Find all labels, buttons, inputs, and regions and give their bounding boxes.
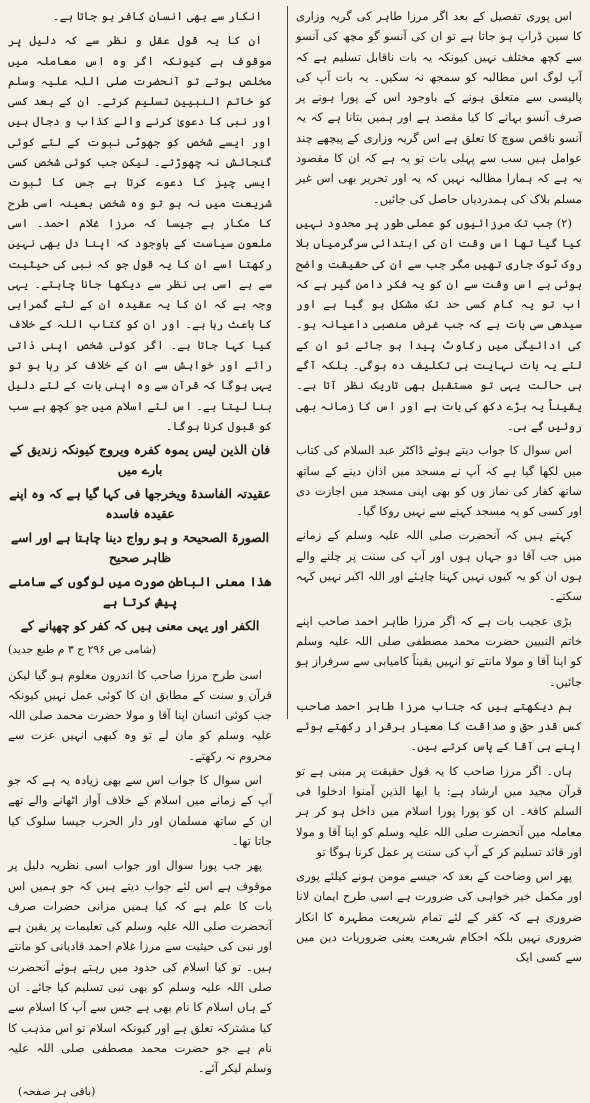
continued-note: (باقی ہر صفحہ) <box>18 1085 96 1099</box>
right-paragraph: کہتے ہیں کہ آنحضرت صلی اللہ علیہ وسلم کے زمانے میں جب آقا دو جہاں ہوں اور آپ کی سنت پر چلنے والے ہوں ان کو یہ کیوں نہیں کہنا چاہئے اور اللہ اکبر نہیں کہہ سکتے۔ <box>296 528 582 604</box>
right-paragraph: (۲) جب تک مرزائیوں کو عملی طور پر محدود نہیں کیا گیا تھا اس وقت ان کی ابتدائی سرگرمیاں بلا روک ٹوک جاری تھیں مگر جب سے ان کی حقیقت واضح ہوئی ہے اس وقت سے ان کو یہ فکر دامن گیر ہے کہ اب تو یہ کام کسی حد تک مشکل ہو گیا ہے اور سیدھی سی بات ہے کہ جب غرض منصبی داعیانہ ہو۔ کی ادائیگی میں رکاوٹ پیدا ہو جائے تو ان کے لئے یہ بات نہایت ہی تکلیف دہ ہوگی۔ بلکہ آگے ہی حالت یہی تو مستقبل بھی تاریک نظر آتا ہے۔ یقیناً یہ بڑے دکھ کی بات ہے اور اس کا زمانہ بھی روئیں گے ہی۔ <box>296 215 582 433</box>
left-paragraph: پھر جب پورا سوال اور جواب اسی نظریہ دلیل پر موقوف ہے اس لئے جواب دیتے ہیں کہ جو ہمیں اس بات کا علم ہے کہ کیا ہمیں مزانی حضرات صرف آنحضرت صلی اللہ علیہ وسلم کی تعلیمات پر یقین ہے اور نبی کی حیثیت سے مرزا غلام احمد قادیانی کو مانتے ہیں۔ تو کیا اسلام کی حدود میں رہتے ہوئے آنحضرت صلی اللہ علیہ وسلم کو بھی نبی تسلیم کیا جائے۔ ان کے ہاں اسلام کا نام بھی ہے جس سے آپ کا اسلام سے کیا مشترکہ تعلق ہے اور کیونکہ اسلام تو اس مذہب کا نام ہے جو حضرت محمد مصطفی صلی اللہ علیہ وسلم لیکر آئے۔ <box>8 858 272 1076</box>
right-column <box>290 6 582 965</box>
arabic-line: فان الذین لیس یموہ کفرہ ویروج کیونکہ زندیق کے بارے میں <box>9 442 271 478</box>
arabic-line: عقیدتہ الفاسدۃ ویخرجھا فی کہا گیا ہے کہ وہ اپنے عقیدہ فاسدہ <box>9 486 271 522</box>
left-column <box>8 6 278 1099</box>
left-paragraph: اس سوال کا جواب اس سے بھی زیادہ یہ ہے کہ جو آپ کے زمانے میں اسلام کے خلاف آواز اٹھانے والے تھے ان کے ساتھ مسلمان اور دار الحرب جیسا سلوک کیا جاتا تھا۔ <box>8 773 272 848</box>
right-paragraph: پھر اس وضاحت کے بعد کہ جیسے مومن ہونے کیلئے پوری اور مکمل خیر خواہی کی ضرورت ہے اسی طرح ایمان لانا ضروری ہے کہ کفر کے لئے تمام شریعت مطہرہ کا انکار ضروری نہیں بلکہ احکام شریعت یعنی ضروریات دین میں سے کسی ایک <box>296 869 582 965</box>
left-paragraph: انکار سے بھی انسان کافر ہو جاتا ہے۔ <box>52 9 262 23</box>
column-divider <box>287 6 288 719</box>
arabic-line: الصورۃ الصحیحۃ و ہو رواج دینا چاہتا ہے اور اسے ظاہر صحیح <box>10 530 270 566</box>
arabic-line: ھٰذا معنی الباطن صورت میں لوگوں کے سامنے پیش کرتا ہے <box>8 574 272 610</box>
right-paragraph: ہم دیکھتے ہیں کہ جناب مرزا طاہر احمد صاحب کس قدر حق و صداقت کا معیار برقرار رکھتے ہوئے اپنے ہی آقا کے پاس کرتے ہیں۔ <box>296 698 582 754</box>
arabic-line: الکفر اور یہی معنی ہیں کہ کفر کو چھپانے کے <box>20 618 260 634</box>
arabic-quote <box>8 440 272 636</box>
right-paragraph: اس سوال کا جواب دیتے ہوئے ڈاکٹر عبد السلام کی کتاب میں لکھا گیا ہے کہ آپ نے مسجد میں اذان دینے کے ساتھ ساتھ کفار کی نماز وں کو بھی اپنی مسجد میں اجازت دی اور کسی کو یہ مسجد کہنے سے نہیں روکا گیا۔ <box>296 443 582 519</box>
citation: (شامی ص ۲۹۶ ج ۳ م طبع جدید) <box>8 643 157 657</box>
right-paragraph: ہاں۔ اگر مرزا صاحب کا یہ قول حقیقت پر مبنی ہے تو قرآن مجید میں ارشاد ہے: یا ایھا الذین آمنوا ادخلوا فی السلم کافۃ۔ ان کو پورا پورا اسلام میں داخل ہو کر ہر معاملہ میں آنحضرت صلی اللہ علیہ وسلم کو اپنا آقا و مولا اور قائد تسلیم کر کے آپ کی سنت پر عمل کرنا ہوگا تو <box>296 763 582 859</box>
left-paragraph: ان کا یہ قول عقل و نظر سے کہ دلیل پر موقوف ہے کیونکہ اگر وہ اس معاملہ میں مخلص ہوتے تو آنحضرت صلی اللہ علیہ وسلم کو خاتم النبیین تسلیم کرتے۔ ان کے بعد کسی اور نبی کا دعویٰ کرنے والے کذاب و دجال ہیں اور ایسے شخص کو جھوٹی نبوت کے لئے کوئی گنجائش نہ چھوڑتے۔ لیکن جب کوئی شخص کسی ایسی چیز کا دعوے کرتا ہے جس کا ثبوت شریعت میں نہ ہو تو وہ شخص بعینہ اسی طرح کا مکار ہے جیسا کہ مرزا غلام احمد۔ اسی ملعون سیاست کے باوجود کہ اپنا دل بھی نہیں رکھتا اسے ان کا یہ قول جو کہ نبی کی حیثیت سے ہے اسی ہی نظر سے دیکھا جانا چاہئے۔ یہی وجہ ہے کہ ان کا یہ عقیدہ ان کے لئے گمراہی کا باعث رہا ہے۔ اور ان کو کتاب اللہ کے خلاف کیا کہا جاتا ہے۔ اگر کوئی شخص اپنی ذاتی رائے اور خواہش سے ان کے خلاف کر رہا ہو تو یہی ہوگا کہ قرآن سے وہ اپنی بات کے لئے دلیل بنا لیتا ہے۔ اس لئے اسلام میں جو کچھ ہے سب کو قبول کرنا ہوگا۔ <box>8 33 272 433</box>
left-paragraph: اسی طرح مرزا صاحب کا اندرون معلوم ہو گیا لیکن قرآن و سنت کے مطابق ان کا کوئی عمل نہیں کیونکہ جب کوئی انسان اپنا آقا و مولا حضرت محمد صلی اللہ علیہ وسلم کو مان لے تو وہ کبھی انہیں عزت سے محروم نہ رکھتے۔ <box>8 667 272 763</box>
right-paragraph: بڑی عجیب بات ہے کہ اگر مرزا طاہر احمد صاحب اپنے خاتم النبیین حضرت محمد مصطفی صلی اللہ علیہ وسلم کو اپنا آقا و مولا مانتے تو انہیں یقیناً کامیابی سے سرفراز ہو جائیں۔ <box>296 613 582 689</box>
right-paragraph: اس پوری تفصیل کے بعد اگر مرزا طاہر کی گریہ وزاری کا سین ڈراپ ہو جاتا ہے تو ان کی آنسو گو مچھ کی آنسو سے کچھ مختلف نہیں کیونکہ یہ بات ناقابل تسلیم ہے کہ آپ لوگ اس مطالبہ کو سمجھ نہ سکیں۔ یہ بات آپ کی پالیسی سے متعلق ہونے کے باوجود اس کے پورا ہونے پر صرف آنسو بہانے کا کیا مقصد ہے اور ہمیں بتانا ہے کہ یہ آنسو ناقص سوچ کا تعلق ہے اس گریہ وزاری کے پیچھے چند عوامل ہیں سب سے پہلی بات تو یہ ہے کہ ان کا مقصود یہ ہے کہ ہمارا مطالبہ نہیں کہ یہ اور تحریر بھی اس غیر مسلم بلاک کی ہمدردیاں حاصل کی جائیں۔ <box>296 9 582 206</box>
